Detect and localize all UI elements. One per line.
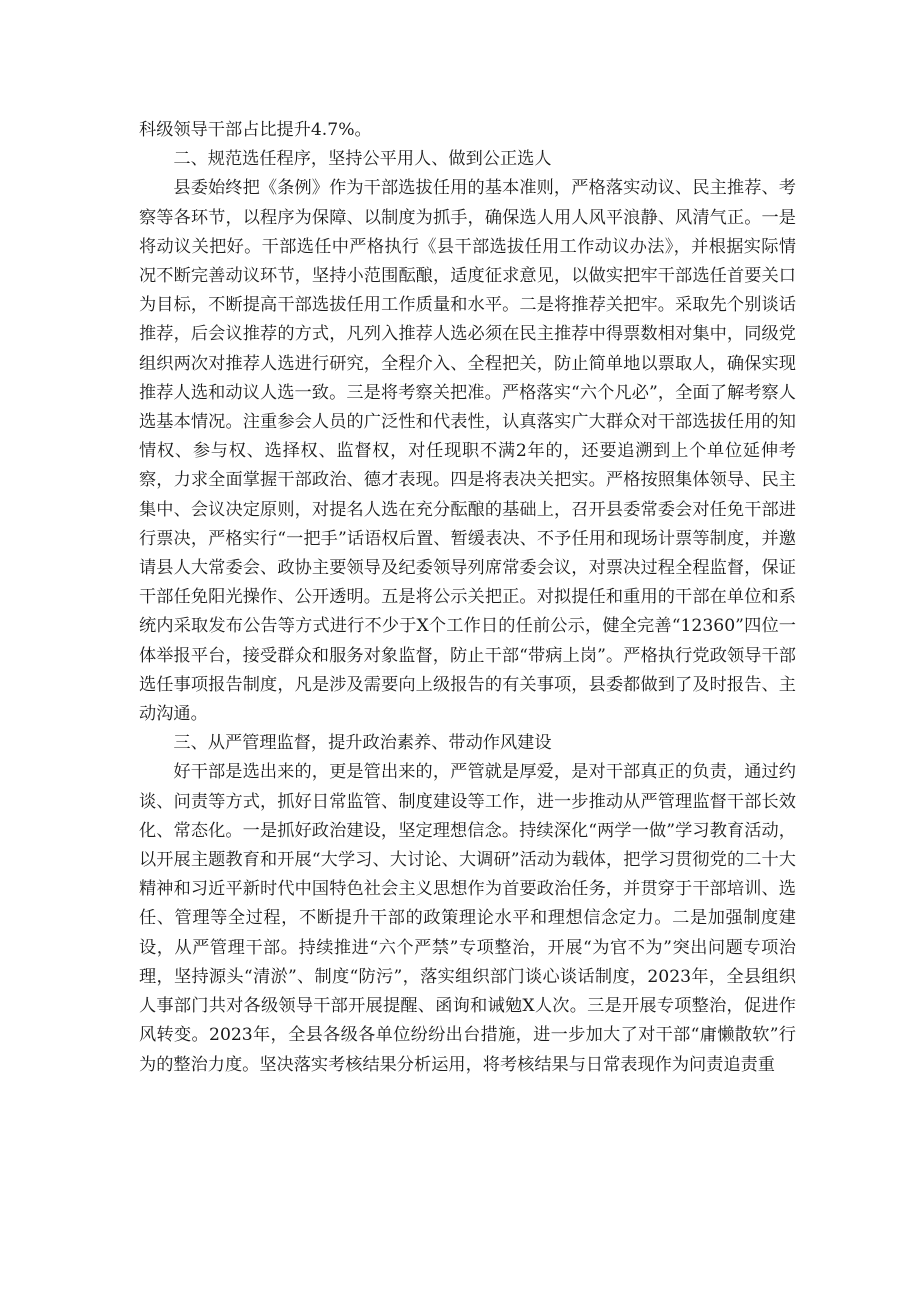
section-3-paragraph: 好干部是选出来的，更是管出来的，严管就是厚爱，是对干部真正的负责，通过约谈、问责等方式，抓好日常监管、制度建设等工作，进一步推动从严管理监督干部长效化、常态化。一是抓好政治建设，坚定理想信念。持续深化“两学一做”学习教育活动，以开展主题教育和开展“大学习、大讨论、大调研”活动为载体，把学习贯彻党的二十大精神和习近平新时代中国特色社会主义思想作为首要政治任务，并贯穿于干部培训、选任、管理等全过程，不断提升干部的政策理论水平和理想信念定力。二是加强制度建设，从严管理干部。持续推进“六个严禁”专项整治，开展“为官不为”突出问题专项治理，坚持源头“清淤”、制度“防污”，落实组织部门谈心谈话制度，2023年，全县组织人事部门共对各级领导干部开展提醒、函询和诫勉X人次。三是开展专项整治，促进作风转变。2023年，全县各级各单位纷纷出台措施，进一步加大了对干部“庸懒散软”行为的整治力度。坚决落实考核结果分析运用，将考核结果与日常表现作为问责追责重 [139, 762, 796, 1075]
section-3-heading: 三、从严管理监督，提升政治素养、带动作风建设 [173, 733, 552, 754]
section-2-paragraph: 县委始终把《条例》作为干部选拔任用的基本准则，严格落实动议、民主推荐、考察等各环节，以程序为保障、以制度为抓手，确保选人用人风平浪静、风清气正。一是将动议关把好。干部选任中严格执行《县干部选拔任用工作动议办法》，并根据实际情况不断完善动议环节，坚持小范围酝酿，适度征求意见，以做实把牢干部选任首要关口为目标，不断提高干部选拔任用工作质量和水平。二是将推荐关把牢。采取先个别谈话推荐，后会议推荐的方式，凡列入推荐人选必须在民主推荐中得票数相对集中，同级党组织两次对推荐人选进行研究，全程介入、全程把关，防止简单地以票取人，确保实现推荐人选和动议人选一致。三是将考察关把准。严格落实“六个凡必”，全面了解考察人选基本情况。注重参会人员的广泛性和代表性，认真落实广大群众对干部选拔任用的知情权、参与权、选择权、监督权，对任现职不满2年的，还要追溯到上个单位延伸考察，力求全面掌握干部政治、德才表现。四是将表决关把实。严格按照集体领导、民主集中、会议决定原则，对提名人选在充分酝酿的基础上，召开县委常委会对任免干部进行票决，严格实行“一把手”话语权后置、暂缓表决、不予任用和现场计票等制度，并邀请县人大常委会、政协主要领导及纪委领导列席常委会议，对票决过程全程监督，保证干部任免阳光操作、公开透明。五是将公示关把正。对拟提任和重用的干部在单位和系统内采取发布公告等方式进行不少于X个工作日的任前公示，健全完善“12360”四位一体举报平台，接受群众和服务对象监督，防止干部“带病上岗”。严格执行党政领导干部选任事项报告制度，凡是涉及需要向上级报告的有关事项，县委都做到了及时报告、主动沟通。 [139, 178, 796, 725]
intro-line: 科级领导干部占比提升4.7%。 [139, 120, 372, 140]
section-2-heading: 二、规范选任程序，坚持公平用人、做到公正选人 [173, 149, 552, 170]
document-body [139, 116, 796, 1080]
